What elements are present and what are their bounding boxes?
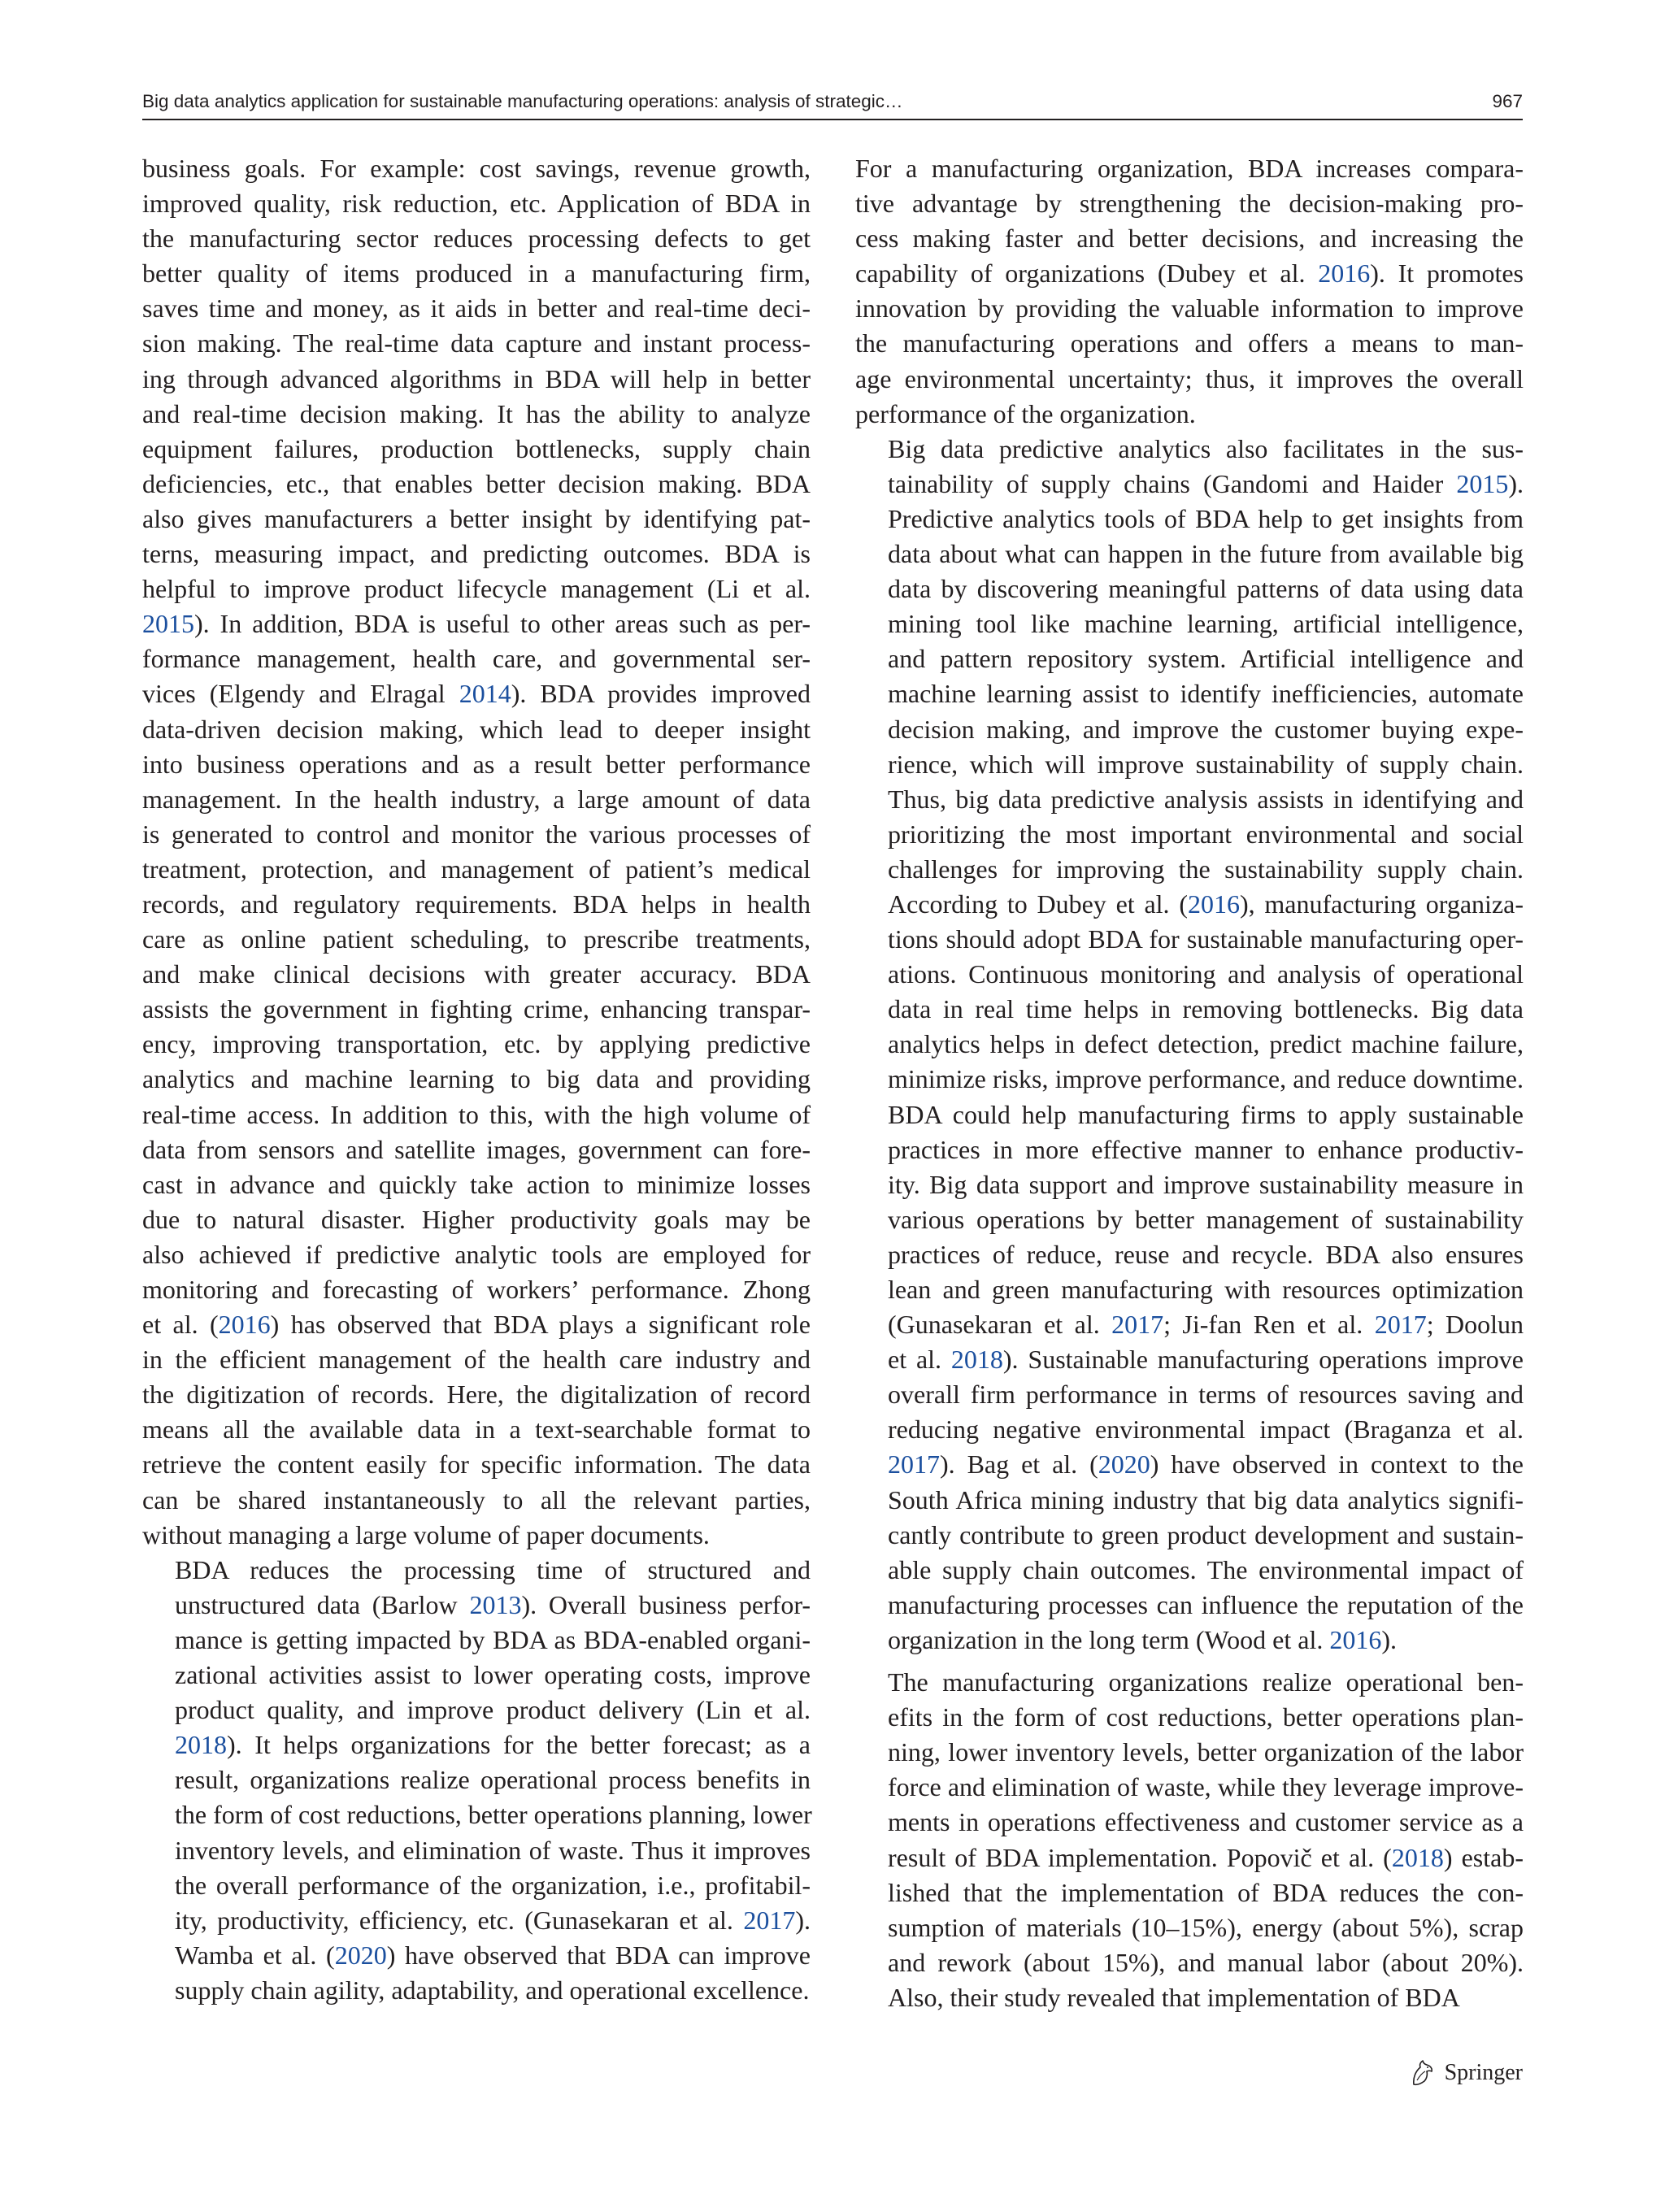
text-line (855, 326, 1524, 361)
text-line (855, 1132, 1524, 1167)
text-line (855, 922, 1524, 957)
text-line (855, 1518, 1524, 1553)
paragraph (855, 1665, 1524, 2015)
text-line (142, 432, 811, 467)
text-line (855, 1027, 1524, 1062)
text-line (142, 1588, 811, 1623)
text-line (855, 571, 1524, 606)
text-line (855, 502, 1524, 537)
text-line (142, 1727, 811, 1762)
text-run: efits in the form of cost reductions, better operations plan- (888, 1702, 1524, 1732)
text-line (142, 186, 811, 221)
text-line (855, 747, 1524, 782)
citation-link[interactable]: 2017 (1374, 1310, 1427, 1340)
text-run: zational activities assist to lower operating costs, improve (175, 1660, 811, 1690)
text-run: cast in advance and quickly take action to minimize losses (142, 1169, 811, 1199)
text-line (855, 1062, 1524, 1097)
text-run: assists the government in fighting crime, enhancing transpar- (142, 994, 811, 1024)
text-run: Also, their study revealed that implementation of BDA (888, 1982, 1460, 2012)
text-run: ) have observed that BDA can improve (386, 1940, 811, 1970)
text-line (855, 397, 1524, 432)
text-line (855, 1553, 1524, 1588)
text-run: ). (795, 1905, 811, 1935)
publisher-name: Springer (1444, 2060, 1523, 2085)
text-run: result of BDA implementation. Popovič et al. ( (888, 1842, 1392, 1872)
citation-link[interactable]: 2017 (743, 1905, 796, 1935)
text-run: in the efficient management of the health care industry and (142, 1345, 811, 1375)
text-line (142, 1868, 811, 1903)
text-line (855, 221, 1524, 256)
text-line (142, 1342, 811, 1377)
text-line (855, 1805, 1524, 1840)
text-line (142, 1518, 811, 1553)
text-line (142, 362, 811, 397)
text-line (855, 1840, 1524, 1875)
text-line (855, 1447, 1524, 1482)
text-line (142, 1377, 811, 1412)
text-line (142, 1762, 811, 1797)
text-line (855, 1167, 1524, 1202)
text-run: tions should adopt BDA for sustainable manufacturing oper- (888, 924, 1524, 954)
text-line (142, 887, 811, 922)
citation-link[interactable]: 2017 (1111, 1310, 1164, 1340)
text-line (855, 782, 1524, 817)
text-run: various operations by better management of sustainability (888, 1204, 1524, 1234)
text-line (855, 1945, 1524, 1980)
text-line (142, 291, 811, 326)
text-run: retrieve the content easily for specific information. The data (142, 1449, 811, 1480)
citation-link[interactable]: 2017 (888, 1449, 940, 1480)
text-line (855, 1202, 1524, 1237)
text-run: South Africa mining industry that big data analytics signifi- (888, 1484, 1524, 1515)
text-run: sion making. The real-time data capture and instant process- (142, 328, 811, 359)
text-run: the overall performance of the organization, i.e., profitabil- (175, 1870, 811, 1900)
text-run: ). It promotes (1370, 259, 1524, 289)
text-run: into business operations and as a result better performance (142, 749, 811, 779)
text-run: data in real time helps in removing bottlenecks. Big data (888, 994, 1524, 1024)
text-run: BDA could help manufacturing firms to apply sustainable (888, 1099, 1524, 1129)
text-run: capability of organizations (Dubey et al. (855, 259, 1319, 289)
text-run: decision making, and improve the customer buying expe- (888, 714, 1524, 744)
text-run: means all the available data in a text-searchable format to (142, 1415, 811, 1445)
text-run: lean and green manufacturing with resources optimization (888, 1275, 1524, 1304)
running-header (142, 85, 1523, 120)
text-run: ). In addition, BDA is useful to other areas such as per- (194, 609, 811, 639)
text-run: The manufacturing organizations realize operational ben- (888, 1667, 1524, 1697)
text-line (142, 852, 811, 887)
text-run: sumption of materials (10–15%), energy (about 5%), scrap (888, 1912, 1524, 1942)
text-line (855, 1623, 1524, 1658)
citation-link[interactable]: 2018 (1391, 1842, 1444, 1872)
text-run: force and elimination of waste, while they leverage improve- (888, 1772, 1524, 1802)
text-run: ency, improving transportation, etc. by applying predictive (142, 1029, 811, 1059)
text-run: age environmental uncertainty; thus, it improves the overall (855, 363, 1524, 393)
text-line (142, 957, 811, 992)
text-line (142, 817, 811, 852)
text-line (142, 1938, 811, 1973)
text-run: records, and regulatory requirements. BDA helps in health (142, 889, 811, 919)
text-run: vices (Elgendy and Elragal (142, 679, 459, 709)
paragraph (855, 432, 1524, 1658)
text-line (142, 256, 811, 291)
text-line (142, 151, 811, 186)
text-line (142, 782, 811, 817)
text-run: ) have observed in context to the (1150, 1449, 1524, 1480)
text-line (142, 606, 811, 641)
citation-link[interactable]: 2020 (334, 1940, 387, 1970)
text-line (142, 1903, 811, 1938)
text-run: formance management, health care, and governmental ser- (142, 644, 811, 674)
text-run: Thus, big data predictive analysis assists in identifying and (888, 784, 1524, 814)
text-run: product quality, and improve product delivery (Lin et al. (175, 1695, 811, 1725)
text-run: and pattern repository system. Artificial intelligence and (888, 644, 1524, 674)
text-run: ing through advanced algorithms in BDA will help in better (142, 363, 811, 393)
text-run: BDA reduces the processing time of structured and (175, 1554, 811, 1584)
text-run: For a manufacturing organization, BDA increases compara- (855, 154, 1524, 183)
text-run: can be shared instantaneously to all the relevant parties, (142, 1484, 811, 1515)
text-run: due to natural disaster. Higher productivity goals may be (142, 1204, 811, 1234)
text-line (855, 817, 1524, 852)
text-run: cantly contribute to green product development and sustain- (888, 1519, 1524, 1549)
text-line (855, 1980, 1524, 2015)
text-run: the form of cost reductions, better operations planning, lower (175, 1800, 812, 1830)
text-run: minimize risks, improve performance, and reduce downtime. (888, 1064, 1524, 1094)
text-line (142, 1027, 811, 1062)
text-run: prioritizing the most important environmental and social (888, 819, 1524, 849)
text-run: organization in the long term (Wood et al. (888, 1624, 1330, 1654)
text-run: helpful to improve product lifecycle management (Li et al. (142, 574, 811, 604)
text-run: monitoring and forecasting of workers’ performance. Zhong (142, 1275, 811, 1304)
text-run: ). It helps organizations for the better forecast; as a (227, 1730, 811, 1760)
citation-link[interactable]: 2016 (218, 1310, 271, 1340)
text-run: Predictive analytics tools of BDA help to get insights from (888, 503, 1524, 533)
text-line (142, 1797, 811, 1832)
text-run: also achieved if predictive analytic tools are employed for (142, 1239, 811, 1269)
text-run: tive advantage by strengthening the decision-making pro- (855, 189, 1524, 219)
text-run: ments in operations effectiveness and customer service as a (888, 1807, 1524, 1837)
text-line (855, 1307, 1524, 1342)
text-line (855, 712, 1524, 747)
text-run: inventory levels, and elimination of waste. Thus it improves (175, 1835, 811, 1865)
citation-link[interactable]: 2020 (1098, 1449, 1150, 1480)
text-line (142, 1272, 811, 1307)
text-run: treatment, protection, and management of patient’s medical (142, 854, 811, 884)
text-line (142, 571, 811, 606)
text-line (855, 1770, 1524, 1805)
text-line (855, 432, 1524, 467)
text-line (142, 326, 811, 361)
citation-link[interactable]: 2016 (1329, 1624, 1382, 1654)
text-run: supply chain agility, adaptability, and operational excellence. (175, 1975, 810, 2005)
text-run: practices of reduce, reuse and recycle. BDA also ensures (888, 1239, 1524, 1269)
citation-link[interactable]: 2016 (1318, 259, 1371, 289)
text-run: also gives manufacturers a better insight by identifying pat- (142, 503, 811, 533)
text-run: rience, which will improve sustainability of supply chain. (888, 749, 1524, 779)
text-run: ; Ji-fan Ren et al. (1163, 1310, 1375, 1340)
text-run: tainability of supply chains (Gandomi and Haider (888, 468, 1457, 498)
running-title: Big data analytics application for sustainable manufacturing operations: analysis of strategic… (142, 91, 903, 111)
text-run: ) has observed that BDA plays a significant role (270, 1310, 811, 1340)
text-line (142, 1658, 811, 1693)
text-run: data-driven decision making, which lead to deeper insight (142, 714, 811, 744)
text-run: challenges for improving the sustainability supply chain. (888, 854, 1524, 884)
text-run: data from sensors and satellite images, government can fore- (142, 1134, 811, 1164)
text-run: without managing a large volume of paper documents. (142, 1519, 710, 1549)
text-run: ). Sustainable manufacturing operations improve (1002, 1345, 1524, 1375)
text-line (855, 957, 1524, 992)
text-line (855, 1342, 1524, 1377)
text-line (142, 1483, 811, 1518)
text-run: overall firm performance in terms of resources saving and (888, 1380, 1524, 1410)
text-line (855, 606, 1524, 641)
text-run: reducing negative environmental impact (Braganza et al. (888, 1415, 1524, 1445)
springer-horse-logo-icon (1409, 2058, 1437, 2088)
text-run: et al. ( (142, 1310, 219, 1340)
text-line (142, 1412, 811, 1447)
text-line (855, 1700, 1524, 1735)
text-run: data about what can happen in the future from available big (888, 539, 1524, 569)
text-line (855, 641, 1524, 676)
text-run: data by discovering meaningful patterns of data using data (888, 574, 1524, 604)
text-run: the manufacturing sector reduces processing defects to get (142, 224, 811, 254)
text-run: (Gunasekaran et al. (888, 1310, 1112, 1340)
text-run: deficiencies, etc., that enables better decision making. BDA (142, 468, 811, 498)
citation-link[interactable]: 2016 (1187, 889, 1240, 919)
text-run: and rework (about 15%), and manual labor (about 20%). (888, 1947, 1524, 1977)
text-line (855, 362, 1524, 397)
text-run: Wamba et al. ( (175, 1940, 335, 1970)
paragraph (855, 151, 1524, 432)
text-run: Big data predictive analytics also facilitates in the sus- (888, 433, 1524, 463)
text-run: equipment failures, production bottlenecks, supply chain (142, 433, 811, 463)
publisher-footer (1409, 2055, 1523, 2091)
text-run: the manufacturing operations and offers a means to man- (855, 328, 1524, 359)
text-line (142, 1132, 811, 1167)
text-line (142, 1097, 811, 1132)
citation-link[interactable]: 2013 (469, 1589, 522, 1619)
text-run: ), manufacturing organiza- (1239, 889, 1524, 919)
text-line (142, 1167, 811, 1202)
text-line (142, 747, 811, 782)
text-run: and make clinical decisions with greater accuracy. BDA (142, 959, 811, 989)
text-line (855, 1483, 1524, 1518)
text-line (855, 1735, 1524, 1770)
text-run: improved quality, risk reduction, etc. Application of BDA in (142, 189, 811, 219)
text-line (142, 1202, 811, 1237)
text-run: ) estab- (1443, 1842, 1524, 1872)
text-line (142, 922, 811, 957)
text-run: lished that the implementation of BDA reduces the con- (888, 1877, 1524, 1907)
text-run: ). BDA provides improved (511, 679, 811, 709)
text-line (142, 1553, 811, 1588)
text-run: and real-time decision making. It has the ability to analyze (142, 398, 811, 428)
text-run: care as online patient scheduling, to prescribe treatments, (142, 924, 811, 954)
text-run: According to Dubey et al. ( (888, 889, 1188, 919)
text-line (142, 676, 811, 711)
text-run: unstructured data (Barlow (175, 1589, 470, 1619)
text-line (142, 1973, 811, 2008)
text-run: terns, measuring impact, and predicting outcomes. BDA is (142, 539, 811, 569)
text-line (855, 676, 1524, 711)
text-run: machine learning assist to identify inefficiencies, automate (888, 679, 1524, 709)
text-line (142, 1693, 811, 1727)
text-line (142, 397, 811, 432)
text-line (855, 467, 1524, 502)
text-run: ning, lower inventory levels, better organization of the labor (888, 1737, 1524, 1767)
text-run: ity. Big data support and improve sustainability measure in (888, 1169, 1524, 1199)
text-line (142, 1833, 811, 1868)
text-line (855, 1412, 1524, 1447)
text-line (142, 1623, 811, 1658)
text-line (855, 1272, 1524, 1307)
text-line (142, 1237, 811, 1272)
page-number: 967 (1492, 91, 1523, 111)
text-line (855, 537, 1524, 571)
text-line (855, 186, 1524, 221)
text-run: ity, productivity, efficiency, etc. (Gunasekaran et al. (175, 1905, 744, 1935)
text-run: result, organizations realize operational process benefits in (175, 1765, 811, 1795)
citation-link[interactable]: 2018 (175, 1730, 227, 1760)
citation-link[interactable]: 2015 (142, 609, 194, 639)
text-line (855, 1665, 1524, 1700)
text-line (142, 641, 811, 676)
text-line (142, 712, 811, 747)
text-run: analytics and machine learning to big data and providing (142, 1064, 811, 1094)
text-line (142, 992, 811, 1027)
text-line (855, 291, 1524, 326)
text-run: manufacturing processes can influence the reputation of the (888, 1589, 1524, 1619)
text-line (855, 992, 1524, 1027)
text-run: saves time and money, as it aids in better and real-time deci- (142, 293, 811, 324)
right-column (855, 151, 1524, 2015)
text-run: real-time access. In addition to this, with the high volume of (142, 1099, 811, 1129)
text-line (142, 221, 811, 256)
text-run: ; Doolun (1426, 1310, 1524, 1340)
text-line (855, 1588, 1524, 1623)
text-run: is generated to control and monitor the various processes of (142, 819, 811, 849)
text-run: mance is getting impacted by BDA as BDA-enabled organi- (175, 1624, 811, 1654)
text-run: performance of the organization. (855, 398, 1196, 428)
text-line (142, 1447, 811, 1482)
citation-link[interactable]: 2015 (1456, 468, 1509, 498)
text-line (142, 1307, 811, 1342)
text-run: practices in more effective manner to enhance productiv- (888, 1134, 1524, 1164)
text-run: better quality of items produced in a manufacturing firm, (142, 259, 811, 289)
text-line (855, 1097, 1524, 1132)
text-line (855, 1237, 1524, 1272)
text-run: ). (1381, 1624, 1398, 1654)
left-column (142, 151, 811, 2008)
text-run: management. In the health industry, a large amount of data (142, 784, 811, 814)
text-run: business goals. For example: cost savings, revenue growth, (142, 154, 811, 183)
text-run: et al. (888, 1345, 951, 1375)
text-line (142, 537, 811, 571)
text-run: ). Bag et al. ( (940, 1449, 1098, 1480)
citation-link[interactable]: 2018 (950, 1345, 1003, 1375)
text-run: analytics helps in defect detection, predict machine failure, (888, 1029, 1524, 1059)
text-run: ). (1508, 468, 1524, 498)
text-line (142, 1062, 811, 1097)
text-line (142, 467, 811, 502)
text-run: ). Overall business perfor- (521, 1589, 811, 1619)
text-run: mining tool like machine learning, artificial intelligence, (888, 609, 1524, 639)
text-line (142, 502, 811, 537)
text-run: ations. Continuous monitoring and analysis of operational (888, 959, 1524, 989)
text-line (855, 887, 1524, 922)
text-run: able supply chain outcomes. The environmental impact of (888, 1554, 1524, 1584)
text-line (855, 852, 1524, 887)
text-run: cess making faster and better decisions, and increasing the (855, 224, 1524, 254)
text-line (855, 1910, 1524, 1945)
text-run: innovation by providing the valuable information to improve (855, 293, 1524, 324)
citation-link[interactable]: 2014 (459, 679, 511, 709)
text-line (855, 1377, 1524, 1412)
text-line (855, 151, 1524, 186)
text-run: the digitization of records. Here, the digitalization of record (142, 1380, 811, 1410)
paragraph (142, 1553, 811, 2008)
text-line (855, 1875, 1524, 1910)
text-line (855, 256, 1524, 291)
paragraph (142, 151, 811, 1553)
